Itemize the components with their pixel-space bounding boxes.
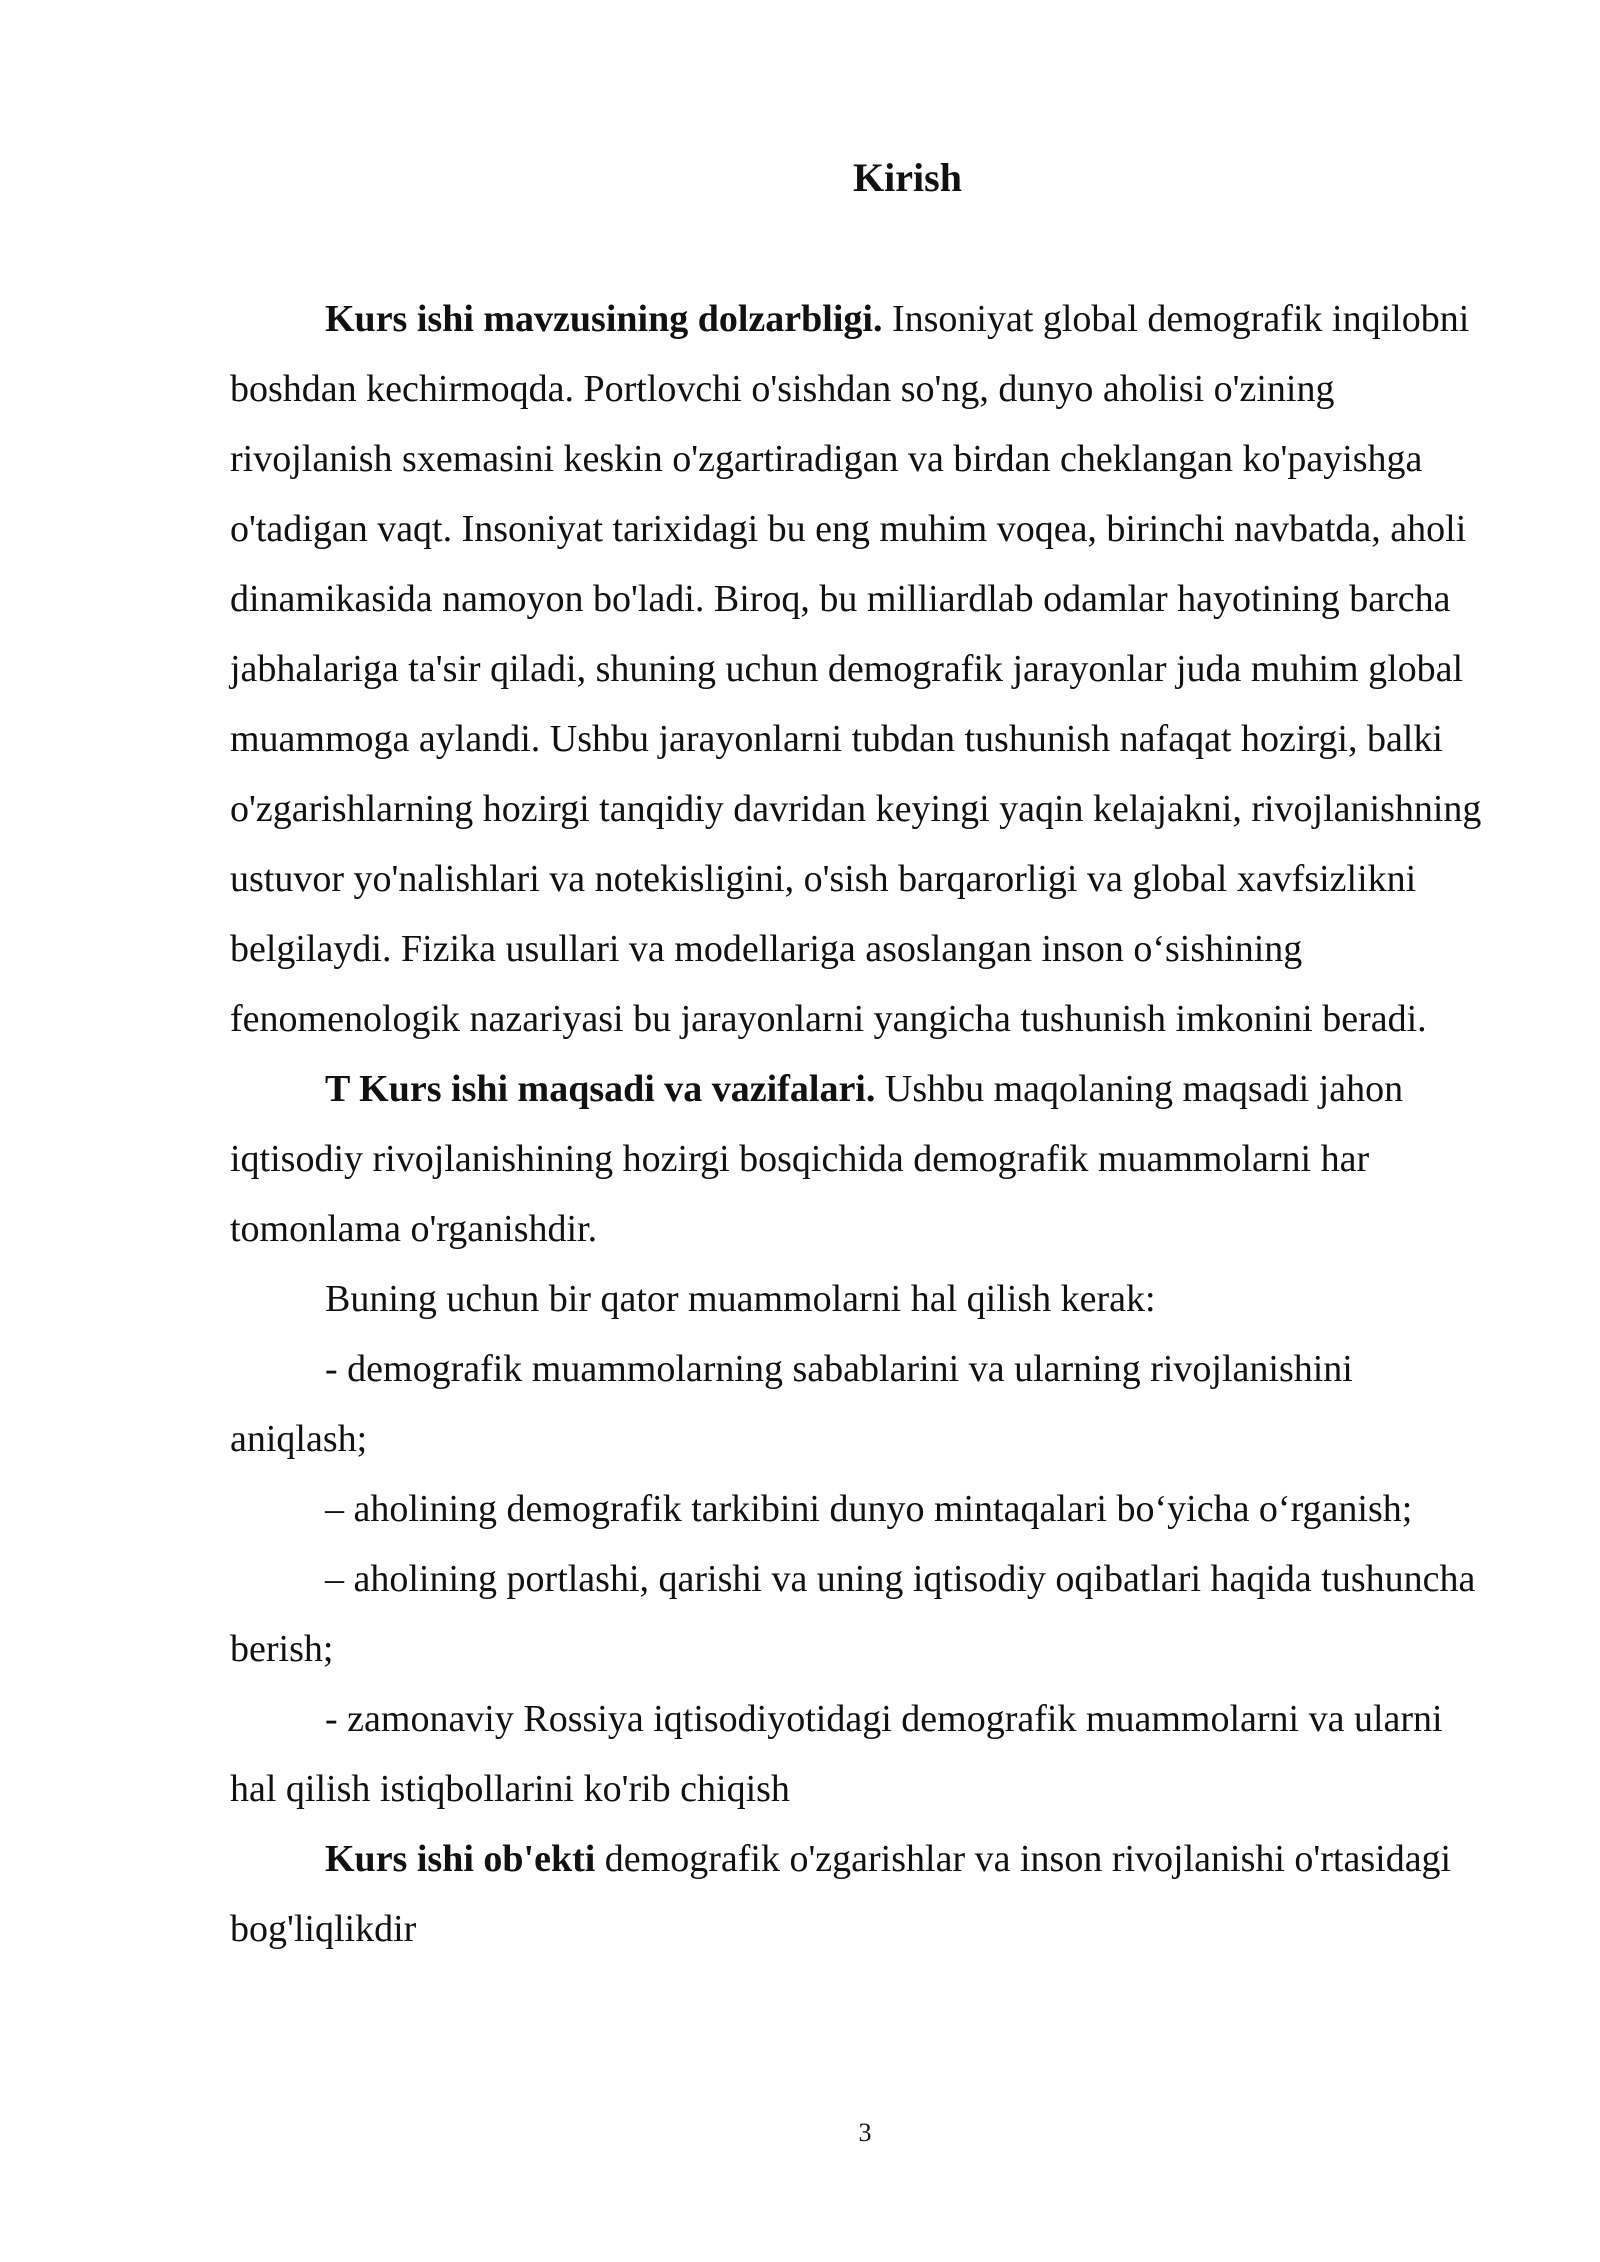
list-item	[230, 1684, 1495, 1824]
list-item	[230, 1474, 1495, 1544]
paragraph	[230, 1264, 1495, 1334]
paragraph-text: - zamonaviy Rossiya iqtisodiyotidagi demografik muammolarni va ularni hal qilish istiqbollarini ko'rib chiqish	[230, 1698, 1443, 1810]
paragraph-lead: Kurs ishi mavzusining dolzarbligi.	[325, 298, 883, 340]
page-number: 3	[858, 2118, 872, 2147]
body-text	[230, 284, 1495, 1964]
paragraph-text: Ushbu maqolaning maqsadi jahon iqtisodiy rivojlanishining hozirgi bosqichida demografik muammolarni har tomonlama o'rganishdir.	[230, 1068, 1404, 1250]
list-item	[230, 1334, 1495, 1474]
paragraph	[230, 1054, 1495, 1264]
list-item	[230, 1544, 1495, 1684]
paragraph	[230, 1824, 1495, 1964]
paragraph-text: demografik o'zgarishlar va inson rivojlanishi o'rtasidagi bog'liqlikdir	[230, 1838, 1452, 1950]
paragraph-text: – aholining portlashi, qarishi va uning iqtisodiy oqibatlari haqida tushuncha berish;	[230, 1558, 1476, 1670]
paragraph-text: – aholining demografik tarkibini dunyo mintaqalari bo‘yicha o‘rganish;	[325, 1488, 1413, 1530]
paragraph-text: - demografik muammolarning sabablarini va ularning rivojlanishini aniqlash;	[230, 1348, 1353, 1460]
section-heading: Kirish	[853, 155, 962, 200]
paragraph-lead: T Kurs ishi maqsadi va vazifalari.	[325, 1068, 876, 1110]
paragraph-text: Buning uchun bir qator muammolarni hal qilish kerak:	[325, 1278, 1156, 1320]
paragraph-text: Insoniyat global demografik inqilobni boshdan kechirmoqda. Portlovchi o'sishdan so'ng, dunyo aholisi o'zining rivojlanish sxemasini keskin o'zgartiradigan va birdan cheklangan ko'payishga o'tadigan vaqt. Insoniyat tarixidagi bu eng muhim voqea, birinchi navbatda, aholi dinamikasida namoyon bo'ladi. Biroq, bu milliardlab odamlar hayotining barcha jabhalariga ta'sir qiladi, shuning uchun demografik jarayonlar juda muhim global muammoga aylandi. Ushbu jarayonlarni tubdan tushunish nafaqat hozirgi, balki o'zgarishlarning hozirgi tanqidiy davridan keyingi yaqin kelajakni, rivojlanishning ustuvor yo'nalishlari va notekisligini, o'sish barqarorligi va global xavfsizlikni belgilaydi. Fizika usullari va modellariga asoslangan inson o‘sishining fenomenologik nazariyasi bu jarayonlarni yangicha tushunish imkonini beradi.	[230, 298, 1482, 1040]
paragraph-lead: Kurs ishi ob'ekti	[325, 1838, 596, 1880]
paragraph	[230, 284, 1495, 1054]
